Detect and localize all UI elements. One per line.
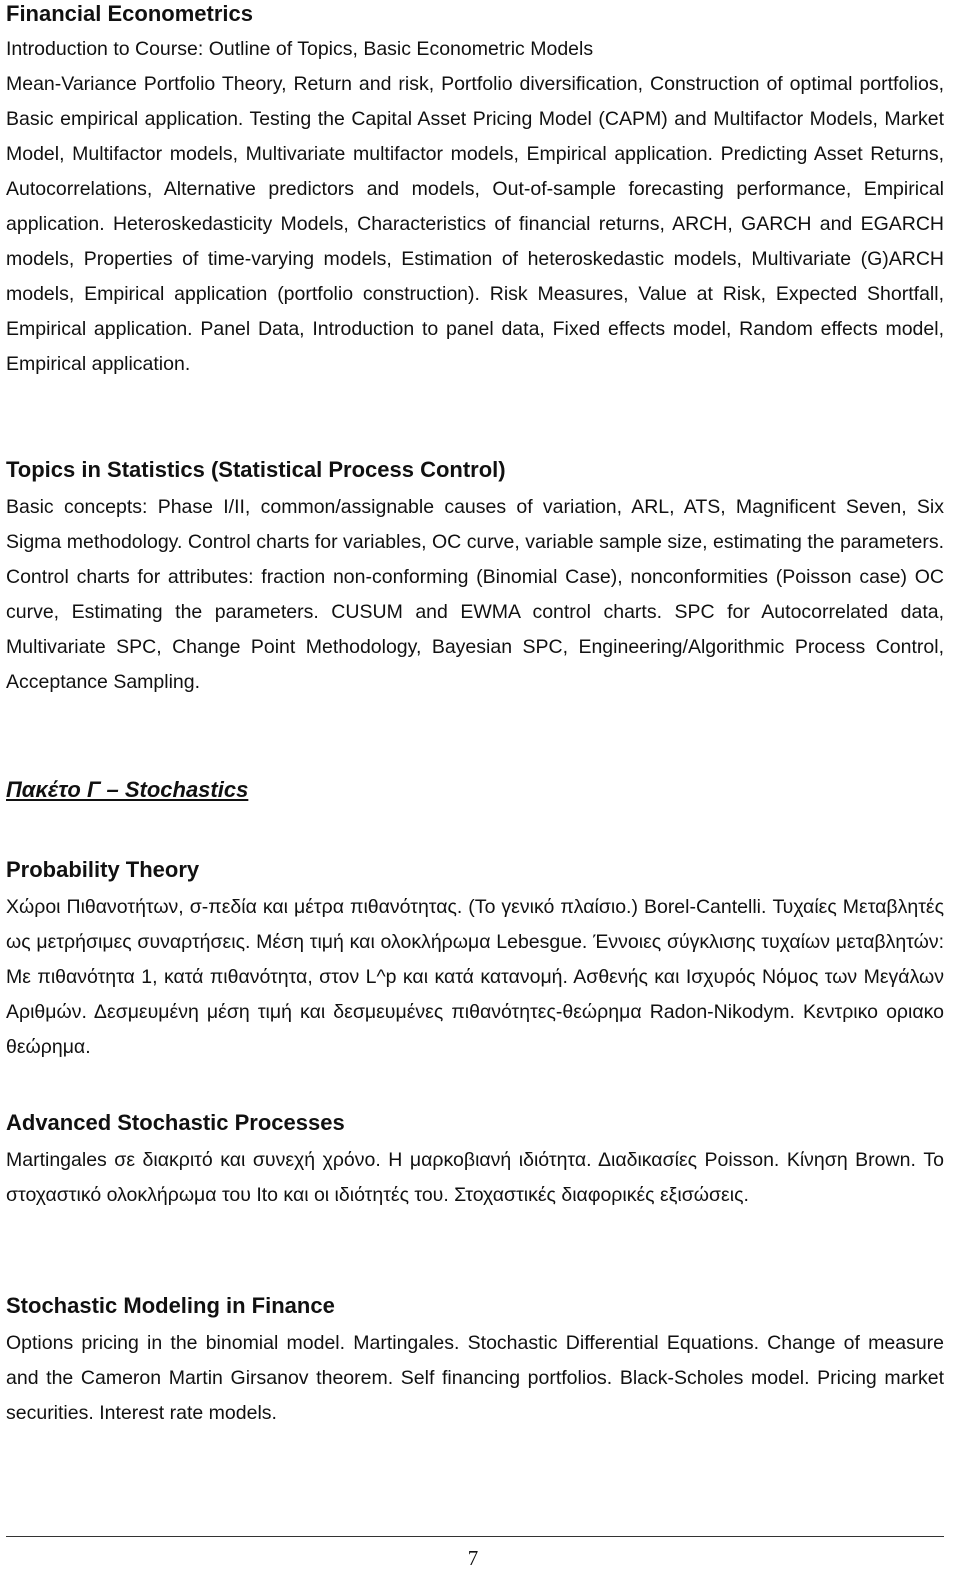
section-body: Martingales σε διακριτό και συνεχή χρόνο. Η μαρκοβιανή ιδιότητα. Διαδικασίες Poisson. Κίνηση Brown. Το στοχαστικό ολοκλήρωμα του Ito και οι ιδιότητές του. Στοχαστικές διαφορικές εξισώσεις.: [6, 1149, 944, 1206]
section-financial-econometrics: [6, 0, 944, 382]
section-probability-theory: [6, 856, 944, 1065]
package-title: Πακέτο Γ – Stochastics: [6, 777, 249, 802]
page-number: 7: [467, 1546, 479, 1570]
section-title: Stochastic Modeling in Finance: [6, 1293, 335, 1318]
section-title: Topics in Statistics (Statistical Process Control): [6, 457, 506, 482]
footer-divider: [6, 1536, 944, 1537]
section-body: Mean-Variance Portfolio Theory, Return and risk, Portfolio diversification, Construction of optimal portfolios, Basic empirical application. Testing the Capital Asset Pricing Model (CAPM) and Multifactor Models, Market Model, Multifactor models, Multivariate multifactor models, Empirical application. Predicting Asset Returns, Autocorrelations, Alternative predictors and models, Out-of-sample forecasting performance, Empirical application. Heteroskedasticity Models, Characteristics of financial returns, ARCH, GARCH and EGARCH models, Properties of time-varying models, Estimation of heteroskedastic models, Multivariate (G)ARCH models, Empirical application (portfolio construction). Risk Measures, Value at Risk, Expected Shortfall, Empirical application. Panel Data, Introduction to panel data, Fixed effects model, Random effects model, Empirical application.: [6, 73, 944, 375]
section-stochastic-modeling-finance: [6, 1292, 944, 1431]
section-body: Options pricing in the binomial model. Martingales. Stochastic Differential Equations. Change of measure and the Cameron Martin Girsanov theorem. Self financing portfolios. Black-Scholes model. Pricing market securities. Interest rate models.: [6, 1332, 944, 1424]
section-title: Probability Theory: [6, 857, 200, 882]
intro-line: Introduction to Course: Outline of Topics, Basic Econometric Models: [6, 38, 594, 60]
section-title: Financial Econometrics: [6, 1, 253, 26]
section-advanced-stochastic-processes: [6, 1109, 944, 1213]
section-title: Advanced Stochastic Processes: [6, 1110, 345, 1135]
section-body: Basic concepts: Phase I/II, common/assignable causes of variation, ARL, ATS, Magnificent Seven, Six Sigma methodology. Control charts for variables, OC curve, variable sample size, estimating the parameters. Control charts for attributes: fraction non-conforming (Binomial Case), nonconformities (Poisson case) OC curve, Estimating the parameters. CUSUM and EWMA control charts. SPC for Autocorrelated data, Multivariate SPC, Change Point Methodology, Bayesian SPC, Engineering/Algorithmic Process Control, Acceptance Sampling.: [6, 496, 944, 693]
section-statistical-process-control: [6, 456, 944, 700]
section-body: Χώροι Πιθανοτήτων, σ-πεδία και μέτρα πιθανότητας. (Το γενικό πλαίσιο.) Borel-Cantelli. Τυχαίες Μεταβλητές ως μετρήσιμες συναρτήσεις. Μέση τιμή και ολοκλήρωμα Lebesgue. Έννοιες σύγκλισης τυχαίων μεταβλητών: Με πιθανότητα 1, κατά πιθανότητα, στον L^p και κατά κατανομή. Ασθενής και Ισχυρός Νόμος των Μεγάλων Αριθμών. Δεσμευμένη μέση τιμή και δεσμευμένες πιθανότητες-θεώρημα Radon-Nikodym. Κεντρικο οριακο θεώρημα.: [6, 896, 944, 1058]
